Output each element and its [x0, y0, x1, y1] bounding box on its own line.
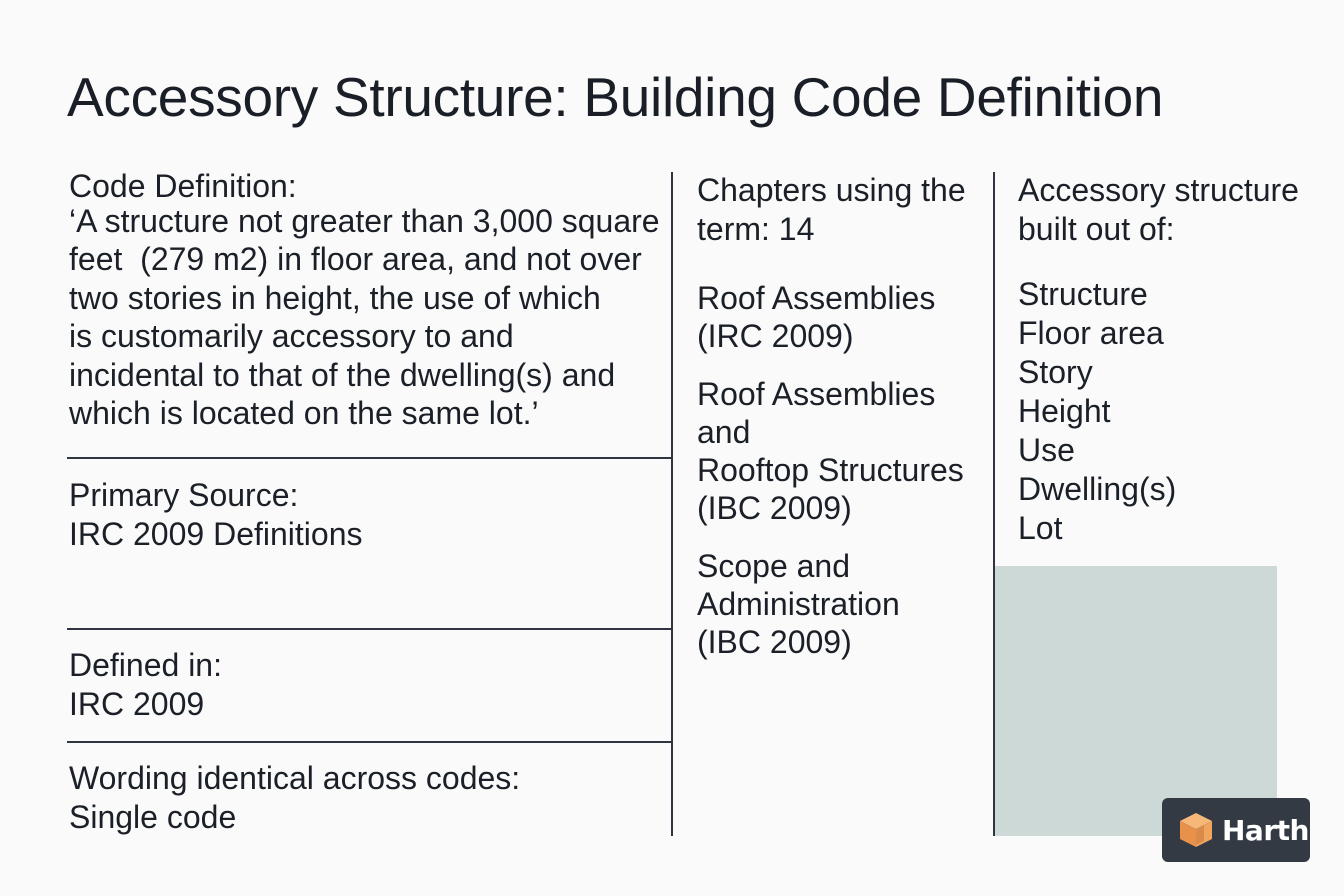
- code-definition-block: [69, 167, 660, 433]
- color-swatch: [995, 566, 1277, 836]
- defined-in-value: IRC 2009: [69, 685, 205, 722]
- wording-block: [69, 759, 520, 836]
- wording-label: Wording identical across codes:: [69, 760, 521, 796]
- brand-badge: [1162, 798, 1310, 862]
- chapter-item: Roof Assemblies and Rooftop Structures (IBC 2009): [697, 376, 964, 526]
- wording-value: Single code: [69, 798, 237, 835]
- row-divider: [67, 628, 672, 630]
- terms-list: [1018, 275, 1176, 548]
- term-item: Floor area: [1018, 315, 1164, 351]
- row-divider: [67, 741, 672, 743]
- cube-logo-icon: [1176, 810, 1216, 850]
- chapters-heading: Chapters using the term: 14: [697, 172, 966, 247]
- brand-name: Harth: [1222, 813, 1309, 847]
- primary-source-value: IRC 2009 Definitions: [69, 515, 363, 552]
- primary-source-block: [69, 476, 362, 553]
- row-divider: [67, 457, 672, 459]
- code-definition-text: ‘A structure not greater than 3,000 square feet (279 m2) in floor area, and not over two stories in height, the use of which is customarily accessory to and incidental to that of the dwelling(s) and which is located on the same lot.’: [69, 202, 660, 431]
- page-title: Accessory Structure: Building Code Definition: [67, 66, 1164, 128]
- code-definition-label: Code Definition:: [69, 168, 297, 204]
- chapters-list: [697, 279, 989, 681]
- built-out-of-heading: Accessory structure built out of:: [1018, 172, 1299, 247]
- chapter-item: Roof Assemblies (IRC 2009): [697, 280, 936, 354]
- term-item: Use: [1018, 432, 1075, 468]
- defined-in-block: [69, 646, 222, 723]
- term-item: Structure: [1018, 276, 1148, 312]
- defined-in-label: Defined in:: [69, 647, 222, 683]
- chapter-item: Scope and Administration (IBC 2009): [697, 548, 900, 660]
- primary-source-label: Primary Source:: [69, 477, 299, 513]
- term-item: Story: [1018, 354, 1093, 390]
- term-item: Height: [1018, 393, 1111, 429]
- column-divider-left: [671, 172, 673, 836]
- term-item: Dwelling(s): [1018, 471, 1177, 507]
- term-item: Lot: [1018, 510, 1063, 546]
